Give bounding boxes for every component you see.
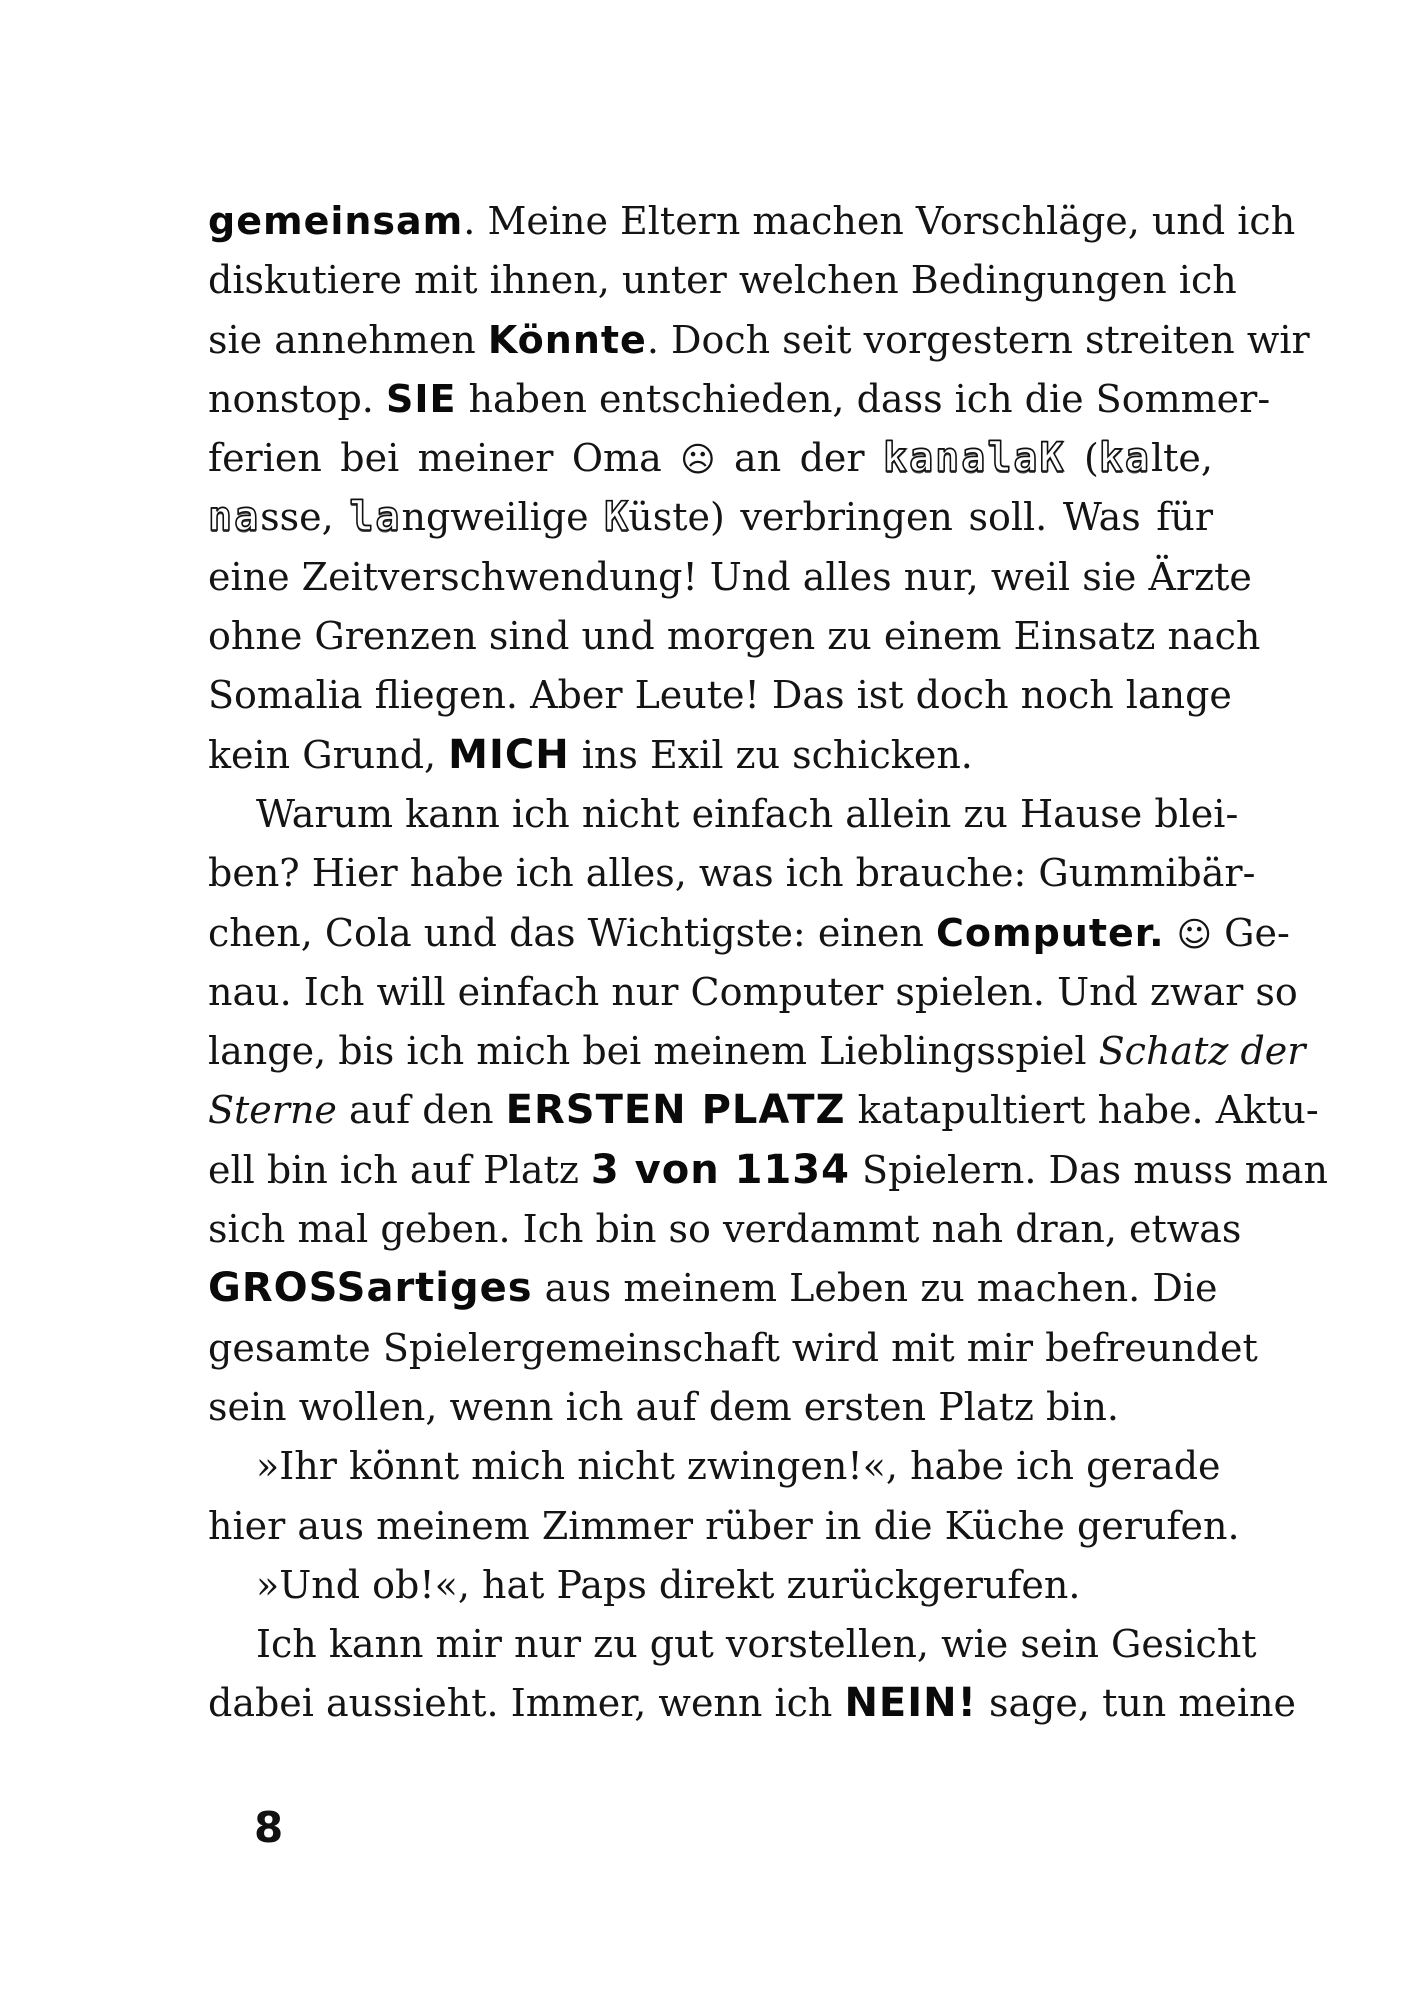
text-line	[208, 1141, 1328, 1200]
text-run: nau. Ich will einfach nur Computer spielen. Und zwar so	[208, 969, 1298, 1014]
text-run: Spielern. Das muss man	[849, 1147, 1328, 1192]
handwritten-word: GROSSartiges	[208, 1265, 533, 1312]
text-run: Warum kann ich nicht einfach allein zu Hause blei-	[256, 791, 1239, 836]
text-run: sich mal geben. Ich bin so verdammt nah dran, etwas	[208, 1207, 1242, 1252]
text-run: ins Exil zu schicken.	[569, 732, 973, 777]
text-run: kein Grund,	[208, 732, 449, 777]
text-run: sein wollen, wenn ich auf dem ersten Platz bin.	[208, 1384, 1119, 1429]
body-text	[208, 192, 1328, 1734]
text-line	[208, 1556, 1213, 1615]
text-run: lte,	[1151, 436, 1213, 481]
smiley-face-icon: ☺	[1176, 914, 1213, 955]
text-run: sie annehmen	[208, 317, 488, 362]
handwritten-word: NEIN!	[844, 1680, 977, 1727]
text-run: haben entschieden, dass ich die Sommer-	[456, 376, 1271, 421]
text-line	[208, 548, 1252, 607]
dripping-letters: ka	[1098, 435, 1151, 482]
text-line	[208, 1497, 1240, 1556]
text-line	[208, 726, 1213, 785]
text-run: hier aus meinem Zimmer rüber in die Küche gerufen.	[208, 1503, 1240, 1548]
text-line	[208, 488, 1213, 547]
text-line	[208, 1615, 1257, 1674]
handwritten-word: Könnte	[487, 317, 647, 362]
dripping-letters: kanalaK	[883, 435, 1066, 482]
text-run: Ich kann mir nur zu gut vorstellen, wie sein Gesicht	[256, 1622, 1257, 1667]
text-line	[208, 1437, 1221, 1496]
text-line	[208, 1259, 1218, 1318]
dripping-letters: na	[208, 494, 261, 541]
text-line	[208, 1319, 1258, 1378]
text-run: sage, tun meine	[976, 1681, 1296, 1726]
text-line	[208, 666, 1232, 725]
text-run: gesamte Spielergemeinschaft wird mit mir befreundet	[208, 1325, 1258, 1370]
text-run: aus meinem Leben zu machen. Die	[532, 1266, 1218, 1311]
text-run: nonstop.	[208, 376, 386, 421]
text-run: . Doch seit vorgestern streiten wir	[646, 317, 1310, 362]
text-run: diskutiere mit ihnen, unter welchen Bedingungen ich	[208, 258, 1237, 303]
text-line	[208, 1378, 1213, 1437]
text-run: »Und ob!«, hat Paps direkt zurückgerufen.	[256, 1562, 1081, 1607]
handwritten-word: Computer.	[935, 910, 1165, 955]
text-line	[208, 1200, 1242, 1259]
text-run: ben? Hier habe ich alles, was ich brauche: Gummibär-	[208, 851, 1256, 896]
text-line	[208, 192, 1296, 251]
text-line	[208, 251, 1237, 310]
text-run: üste) verbringen soll. Was für	[628, 495, 1213, 540]
page-number: 8	[254, 1803, 284, 1852]
handwritten-word: ERSTEN PLATZ	[505, 1087, 846, 1134]
text-run: Ge-	[1212, 910, 1290, 955]
text-run: dabei aussieht. Immer, wenn ich	[208, 1681, 845, 1726]
text-line	[208, 429, 1213, 488]
text-run: ferien bei meiner Oma	[208, 436, 681, 481]
text-line	[208, 311, 1310, 370]
text-run	[1165, 911, 1177, 955]
text-run: ell bin ich auf Platz	[208, 1147, 591, 1192]
text-line	[208, 844, 1256, 903]
text-run: ngweilige	[401, 495, 605, 540]
text-line	[208, 1674, 1296, 1733]
text-line	[208, 904, 1290, 963]
text-run: auf den	[336, 1088, 506, 1133]
dripping-letters: la	[349, 494, 402, 541]
text-run: katapultiert habe. Aktu-	[845, 1088, 1319, 1133]
text-run: eine Zeitverschwendung! Und alles nur, weil sie Ärzte	[208, 554, 1252, 599]
italic-title: Schatz der	[1098, 1029, 1306, 1074]
handwritten-word: gemeinsam	[208, 199, 464, 243]
handwritten-word: MICH	[448, 731, 570, 778]
text-run: an der	[715, 436, 883, 481]
text-line	[208, 785, 1239, 844]
text-line	[208, 1022, 1306, 1081]
text-line	[208, 1081, 1319, 1140]
text-run: sse,	[260, 495, 350, 540]
text-run: chen, Cola und das Wichtigste: einen	[208, 910, 936, 955]
text-run: . Meine Eltern machen Vorschläge, und ich	[463, 199, 1296, 243]
handwritten-word: SIE	[385, 376, 457, 421]
sad-face-icon: ☹	[680, 440, 716, 481]
handwritten-word: 3 von 1134	[590, 1146, 850, 1193]
italic-title: Sterne	[208, 1088, 337, 1133]
text-run: lange, bis ich mich bei meinem Lieblingsspiel	[208, 1029, 1099, 1074]
text-line	[208, 963, 1298, 1022]
dripping-letters: K	[604, 494, 629, 541]
text-run: »Ihr könnt mich nicht zwingen!«, habe ich gerade	[256, 1444, 1221, 1489]
text-run: ohne Grenzen sind und morgen zu einem Einsatz nach	[208, 614, 1261, 659]
text-line	[208, 607, 1261, 666]
text-run: Somalia fliegen. Aber Leute! Das ist doch noch lange	[208, 673, 1232, 718]
text-run: (	[1065, 436, 1099, 481]
text-line	[208, 370, 1271, 429]
